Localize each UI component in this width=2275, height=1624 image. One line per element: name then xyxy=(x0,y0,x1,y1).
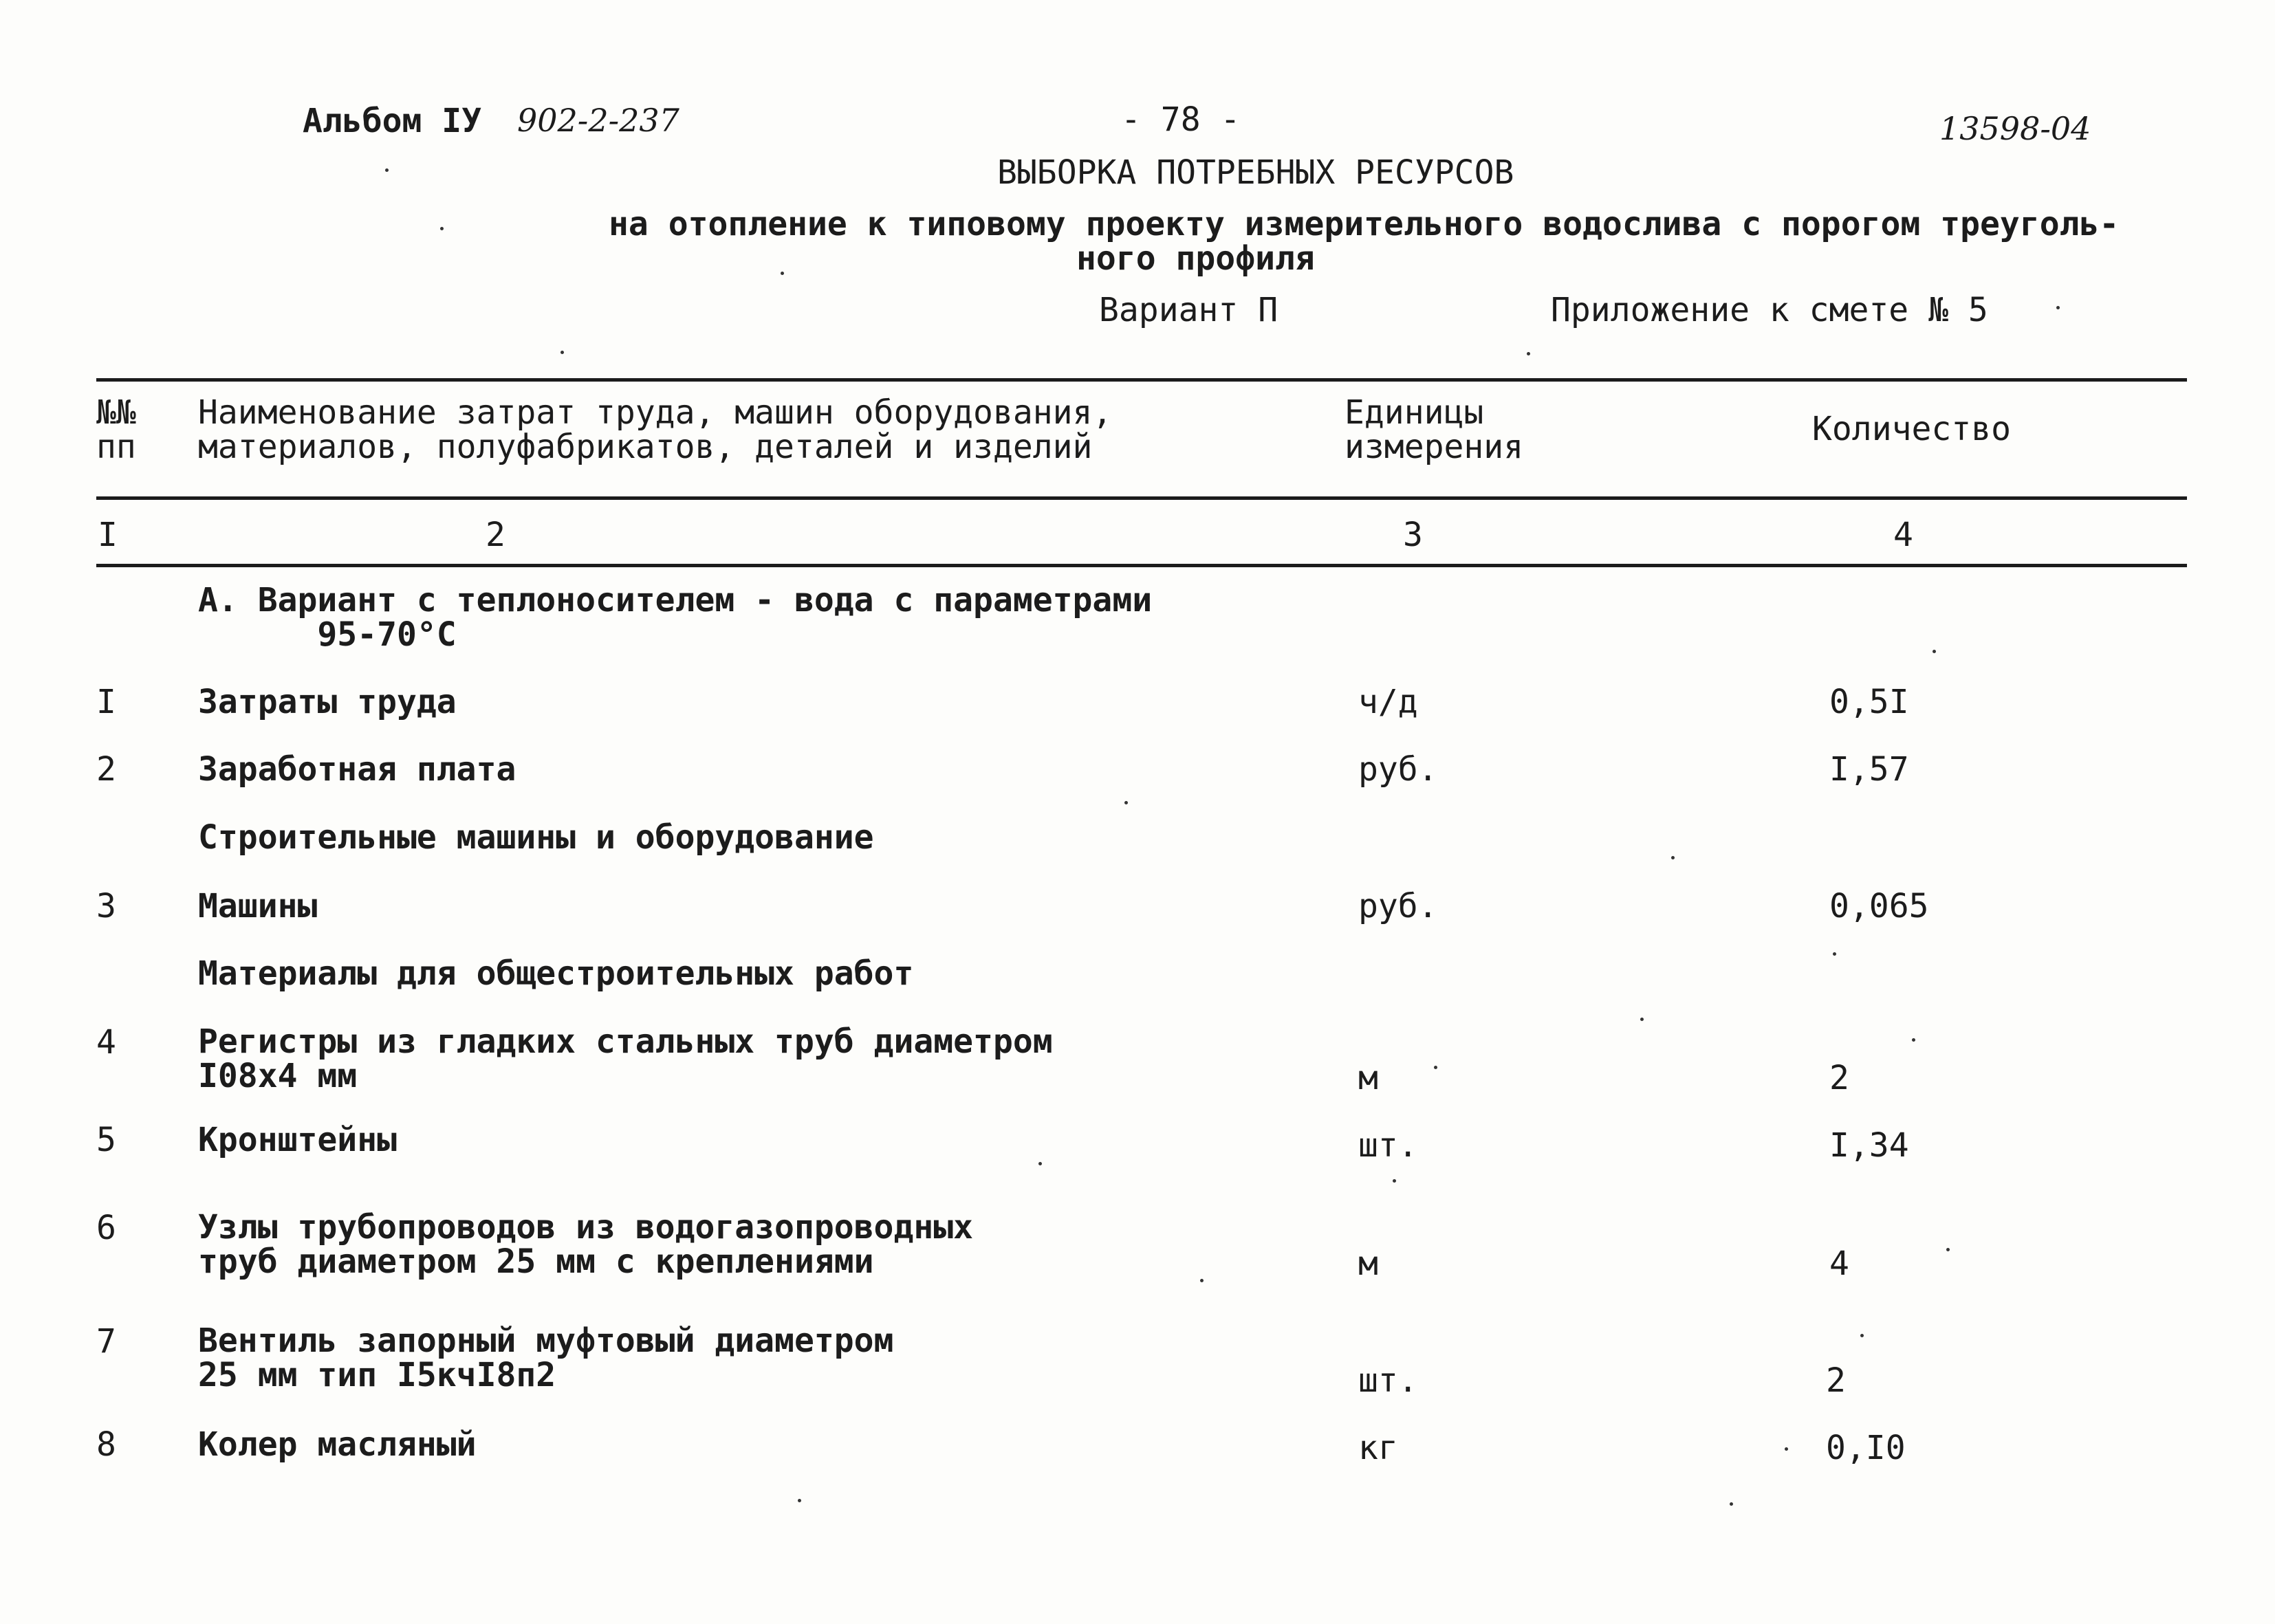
row-name: Затраты труда xyxy=(198,683,457,721)
scan-speck xyxy=(1730,1502,1733,1506)
scan-speck xyxy=(2056,306,2060,309)
row-qty: I,34 xyxy=(1829,1126,1909,1165)
row-unit: ч/д xyxy=(1358,683,1418,721)
scan-speck xyxy=(1393,1179,1396,1183)
row-name: Кронштейны xyxy=(198,1121,397,1159)
scan-speck xyxy=(1200,1279,1204,1282)
handwritten-document-number: 13598-04 xyxy=(1939,110,2091,147)
header-unit: Единицы измерения xyxy=(1345,393,1524,466)
column-number-2: 2 xyxy=(486,516,505,554)
row-num: 5 xyxy=(96,1121,116,1159)
row-unit: м xyxy=(1358,1059,1378,1097)
document-subtitle-line2: ного профиля xyxy=(1076,239,1315,278)
scan-speck xyxy=(440,227,444,230)
scan-speck xyxy=(1933,650,1936,653)
row-unit: шт. xyxy=(1358,1361,1418,1400)
row-unit: шт. xyxy=(1358,1126,1418,1165)
row-num: 6 xyxy=(96,1209,116,1247)
row-num: 2 xyxy=(96,750,116,789)
table-top-rule xyxy=(96,378,2187,382)
header-num: №№ пп xyxy=(96,393,136,466)
row-qty: 4 xyxy=(1829,1244,1849,1283)
row-unit: руб. xyxy=(1358,750,1438,789)
row-unit: м xyxy=(1358,1244,1378,1283)
column-number-1: I xyxy=(98,516,118,554)
scan-speck xyxy=(1946,1248,1950,1251)
page-number: - 78 - xyxy=(1121,100,1241,139)
scan-speck xyxy=(1038,1162,1042,1165)
scan-speck xyxy=(1912,1038,1915,1042)
header-qty: Количество xyxy=(1812,410,2011,448)
row-group-title: Строительные машины и оборудование xyxy=(198,818,874,857)
row-name: Колер масляный xyxy=(198,1425,477,1464)
scan-speck xyxy=(1785,1447,1788,1451)
row-num: 7 xyxy=(96,1322,116,1361)
row-num: 3 xyxy=(96,887,116,925)
scan-speck xyxy=(385,168,389,172)
row-num: 4 xyxy=(96,1023,116,1062)
appendix-label: Приложение к смете № 5 xyxy=(1551,291,1988,329)
row-name: Узлы трубопроводов из водогазопроводных труб диаметром 25 мм с креплениями xyxy=(198,1208,974,1281)
section-title: А. Вариант с теплоносителем - вода с параметрами 95-70°С xyxy=(198,581,1153,654)
scan-speck xyxy=(1640,1018,1644,1021)
row-qty: 0,I0 xyxy=(1826,1429,1906,1467)
row-name: Заработная плата xyxy=(198,750,516,789)
column-number-4: 4 xyxy=(1893,516,1913,554)
row-name: Машины xyxy=(198,887,318,925)
scan-speck xyxy=(1124,801,1128,804)
row-name: Регистры из гладких стальных труб диаметром I08х4 мм xyxy=(198,1022,1053,1095)
column-numbers-rule xyxy=(96,564,2187,567)
scan-speck xyxy=(1434,1066,1437,1069)
row-qty: I,57 xyxy=(1829,750,1909,789)
scan-speck xyxy=(798,1499,801,1502)
scan-speck xyxy=(1833,952,1836,956)
header-name: Наименование затрат труда, машин оборудования, материалов, полуфабрикатов, деталей и изделий xyxy=(198,393,1113,466)
row-qty: 2 xyxy=(1826,1361,1846,1400)
album-label: Альбом IУ xyxy=(303,102,482,140)
row-unit: кг xyxy=(1358,1429,1398,1467)
scan-speck xyxy=(1860,1334,1864,1337)
scan-speck xyxy=(1671,856,1675,859)
row-group-title: Материалы для общестроительных работ xyxy=(198,954,914,993)
document-subtitle-line1: на отопление к типовому проекту измерительного водослива с порогом треуголь- xyxy=(609,205,2120,243)
row-num: I xyxy=(96,683,116,721)
header-rule xyxy=(96,496,2187,500)
row-name: Вентиль запорный муфтовый диаметром 25 мм тип I5кчI8п2 xyxy=(198,1321,894,1394)
handwritten-project-code: 902-2-237 xyxy=(517,102,679,139)
column-number-3: 3 xyxy=(1403,516,1423,554)
scan-speck xyxy=(1527,352,1530,355)
row-num: 8 xyxy=(96,1425,116,1464)
row-qty: 0,065 xyxy=(1829,887,1929,925)
scan-speck xyxy=(560,351,564,354)
row-qty: 0,5I xyxy=(1829,683,1909,721)
scan-speck xyxy=(781,272,784,275)
row-unit: руб. xyxy=(1358,887,1438,925)
document-title: ВЫБОРКА ПОТРЕБНЫХ РЕСУРСОВ xyxy=(997,153,1514,192)
variant-label: Вариант П xyxy=(1099,291,1278,329)
row-qty: 2 xyxy=(1829,1059,1849,1097)
